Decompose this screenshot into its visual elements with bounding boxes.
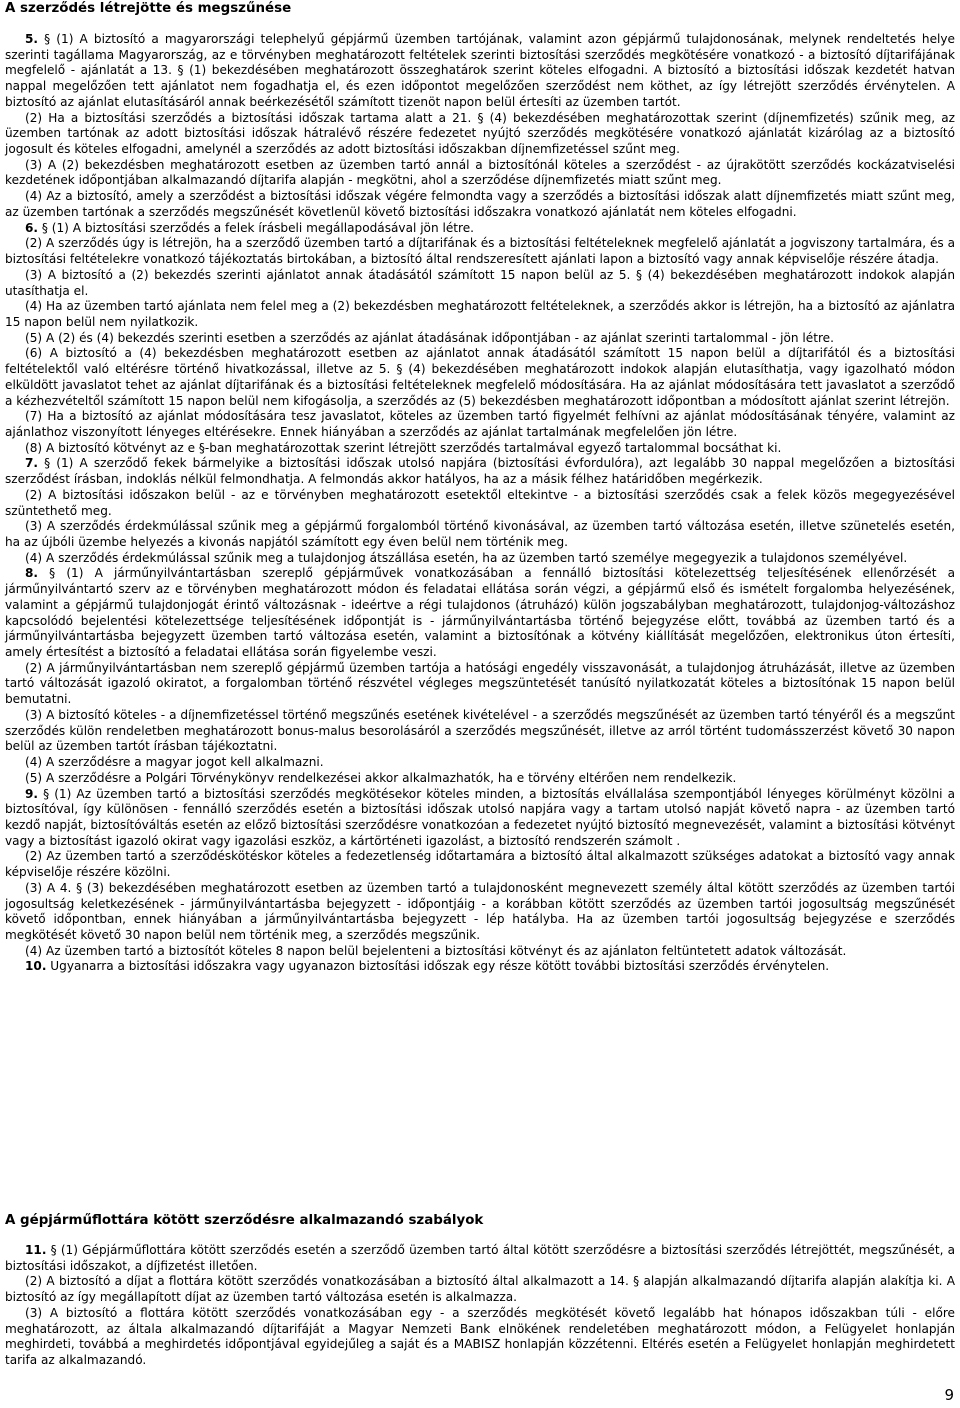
paragraph bbox=[5, 551, 955, 567]
section-number: 11. bbox=[25, 1243, 47, 1257]
paragraph-text: (3) A (2) bekezdésben meghatározott esetben az üzemben tartó annál a biztosítónál köteles a szerződést - az újrakötött szerződés kockázatviselési kezdetének időpontjában alkalmazandó díjtarifa alapján - megkötni, ahol a szerződése díjnemfizetés miatt szűnt meg. bbox=[5, 157, 955, 188]
paragraph-text: § (1) A járműnyilvántartásban szereplő gépjárművek vonatkozásában a fennálló biztosítási kötelezettség teljesítésének ellenőrzését a járműnyilvántartó szerv az e törvényben meghatározott módon és feladatai ellátása során végzi, a gépjármű első és ismételt forgalomba helyezésének, valamint a gépjármű tulajdonjogát érintő változásnak - ideértve a régi tulajdonos (átruházó) külön jogszabályban meghatározott, tulajdonjog-változáshoz kapcsolódó bejelentési kötelezettsége teljesítésének időpontját is - járműnyilvántartásba történő bejegyzése előtt, továbbá az üzemben tartó és a járműnyilvántartásba bejegyzett üzemben tartó változása esetén, valamint a biztosítónak a kötvény kiállítását megelőzően, elektronikus úton értesíti, amely értesítést a biztosító a feladatai ellátása során figyelembe veszi. bbox=[5, 566, 955, 660]
paragraph-text: (3) A biztosító köteles - a díjnemfizetéssel történő megszűnés esetének kivételével - a szerződés megszűnését az üzemben tartó tényéről és a megszűnt szerződés külön rendeletben meghatározott bonus-malus besorolásáról a szerződés megszűnését, illetve az arról történt tudomásszerzést követő 30 napon belül az üzemben tartót írásban tájékoztatni. bbox=[5, 707, 955, 754]
section-number: 8. bbox=[25, 566, 39, 581]
paragraph bbox=[5, 661, 955, 708]
paragraph-text: § (1) A szerződő fekek bármelyike a biztosítási időszak utolsó napjára (biztosítási évfordulóra), azt legalább 30 nappal megelőzően a biztosítási szerződést írásban, indoklás nélkül felmondhatja. A felmondás akkor hatályos, ha az a másik félhez határidőben megérkezik. bbox=[5, 456, 955, 487]
paragraph bbox=[5, 755, 955, 771]
paragraph bbox=[5, 771, 955, 787]
section-number: 6. bbox=[25, 220, 39, 235]
paragraph-text: (2) Ha a biztosítási szerződés a biztosítási időszak tartama alatt a 21. § (4) bekezdésében meghatározottak szerint (díjnemfizetés) szűnik meg, az üzemben tartónak az adott biztosítási időszak hátralévő részére fedezetet nyújtó szerződés megkötésére vonatkozó ajánlatát kizárólag az a biztosító jogosult és köteles elfogadni, amelynél a szerződés az adott biztosítási időszakban díjnemfizetéssel szűnt meg. bbox=[5, 110, 955, 157]
paragraph bbox=[5, 456, 955, 487]
paragraph bbox=[5, 268, 955, 299]
paragraph bbox=[5, 488, 955, 519]
section-heading-fleet-rules: A gépjárműflottára kötött szerződésre alkalmazandó szabályok bbox=[5, 1213, 484, 1228]
paragraph-text: (4) A szerződésre a magyar jogot kell alkalmazni. bbox=[25, 755, 324, 770]
paragraph bbox=[5, 409, 955, 440]
paragraph-text: § (1) A biztosítási szerződés a felek írásbeli megállapodásával jön létre. bbox=[41, 220, 474, 235]
paragraph bbox=[5, 189, 955, 220]
section-number: 9. bbox=[25, 786, 39, 801]
paragraph bbox=[5, 1243, 955, 1274]
paragraph-text: (4) Az üzemben tartó a biztosítót köteles 8 napon belül bejelenteni a biztosítási kötvényt és az ajánlaton feltüntetett adatok változását. bbox=[25, 943, 847, 958]
section-number: 10. bbox=[25, 959, 47, 974]
paragraph-text: Ugyanarra a biztosítási időszakra vagy ugyanazon biztosítási időszak egy része kötött további biztosítási szerződés érvénytelen. bbox=[50, 959, 830, 974]
paragraph bbox=[5, 959, 955, 975]
paragraph-text: (7) Ha a biztosító az ajánlat módosítására tesz javaslatot, köteles az üzemben tartó figyelmét felhívni az ajánlat módosításának tényére, valamint az ajánlathoz viszonyított lényeges eltérésekre. Ennek hiányában a szerződés az ajánlat tartalmának megfelelően jön létre. bbox=[5, 409, 955, 439]
paragraph-text: (4) A szerződés érdekmúlással szűnik meg a tulajdonjog átszállása esetén, ha az üzemben tartó személye megegyezik a tulajdonos személyével. bbox=[25, 550, 908, 565]
paragraph-text: (5) A (2) és (4) bekezdés szerinti esetben a szerződés az ajánlat átadásának időpontjában - az ajánlat szerinti tartalommal - jön létre. bbox=[25, 330, 834, 345]
paragraph-text: (3) A biztosító a (2) bekezdés szerinti ajánlatot annak átadásától számított 15 napon belül az 5. § (4) bekezdésében meghatározott indokok alapján utasíthatja el. bbox=[5, 267, 955, 298]
paragraph bbox=[5, 944, 955, 960]
paragraph bbox=[5, 236, 955, 267]
paragraph-text: (8) A biztosító kötvényt az e §-ban meghatározottak szerint létrejött szerződés tartalmával egyező tartalommal bocsáthat ki. bbox=[25, 440, 782, 455]
paragraph-text: (5) A szerződésre a Polgári Törvénykönyv rendelkezései akkor alkalmazhatók, ha e törvény eltérően nem rendelkezik. bbox=[25, 770, 737, 785]
paragraph-text: (4) Az a biztosító, amely a szerződést a biztosítási időszak végére felmondta vagy a szerződés a biztosítási időszak alatt díjnemfizetés miatt szűnt meg, az üzemben tartónak a szerződés megszűnését követlenül követő biztosítási időszakra vonatkozó ajánlatát nem köteles elfogadni. bbox=[5, 189, 955, 219]
paragraph-text: (2) A biztosítási időszakon belül - az e törvényben meghatározott esetektől eltekintve - a biztosítási szerződés csak a felek közös megegyezésével szüntethető meg. bbox=[5, 487, 955, 518]
paragraph-text: (2) A szerződés úgy is létrejön, ha a szerződő üzemben tartó a díjtarifának és a biztosítási feltételeknek megfelelő ajánlatát a jogviszony tartalmára, és a biztosítási feltételekre vonatkozó tájékoztatás birtokában, a biztosító által rendszeresített ajánlati lapon a biztosító vagy annak képviselője részére átadja. bbox=[5, 236, 955, 267]
paragraph-text: (3) A szerződés érdekmúlással szűnik meg a gépjármű forgalomból történő kivonásával, az üzemben tartó változása esetén, illetve szünetelés esetén, ha az újbóli üzembe helyezés a kivonás napjától számított egy éven belül nem történik meg. bbox=[5, 519, 955, 549]
paragraph-text: § (1) A biztosító a magyarországi telephelyű gépjármű üzemben tartójának, valamint azon gépjármű tulajdonosának, melynek rendeltetés helye szerinti tagállama Magyarország, az e törvényben meghatározott feltételek szerinti biztosítási szerződés megkötésére vonatkozó - a biztosító díjtarifájának megfelelő - ajánlatát a 13. § (1) bekezdésében meghatározott összeghatárok szerint köteles elfogadni. A biztosító a biztosítási időszak kezdetét hatvan nappal megelőzően tett ajánlatot nem fogadhatja el, és ezen időpontot megelőzően szerződést nem köthet, az így létrejött szerződés érvénytelen. A biztosító az ajánlat elutasításáról annak beérkezésétől számított tizenöt napon belül értesíti az üzemben tartót. bbox=[5, 32, 955, 109]
paragraph bbox=[5, 441, 955, 457]
paragraph-text: (3) A 4. § (3) bekezdésében meghatározott esetben az üzemben tartó a tulajdonosként megnevezett személy által kötött szerződés az üzemben tartói jogosultság keletkezésének - járműnyilvántartásba bejegyzett - időpontjáig - a korábban kötött szerződés az üzemben tartói jogosultság megszűnését követő időpontban, ennek hiányában a járműnyilvántartásba bejegyzett - lép hatályba. Ha az üzemben tartói jogosultság bejegyzése e szerződés megkötését követő 30 napon belül nem történik meg, a szerződés megszűnik. bbox=[5, 880, 955, 942]
section-body-contract-formation bbox=[5, 32, 955, 975]
section-body-fleet-rules bbox=[5, 1243, 955, 1369]
paragraph-text: § (1) Az üzemben tartó a biztosítási szerződés megkötésekor köteles minden, a biztosítás elvállalása szempontjából lényeges körülményt közölni a biztosítóval, így különösen - fennálló szerződés esetén a biztosítási időszak utolsó napjára vagy a tartam utolsó napját követő napra - az üzemben tartó kezdő napját, biztosítóváltás esetén az előző biztosítási szerződésre vonatkozóan a fedezetet nyújtó biztosító megnevezését, valamint a biztosítási kötvényt vagy a biztosítást igazoló okirat vagy igazolási eszköz, a kártörténeti igazolást, a biztosító rendszerén számolt . bbox=[5, 786, 955, 848]
page-number: 9 bbox=[944, 1386, 954, 1404]
paragraph bbox=[5, 221, 955, 237]
paragraph bbox=[5, 519, 955, 550]
paragraph bbox=[5, 299, 955, 330]
paragraph-text: (4) Ha az üzemben tartó ajánlata nem felel meg a (2) bekezdésben meghatározott feltételeknek, a szerződés akkor is létrejön, ha a biztosító az ajánlatra 15 napon belül nem nyilatkozik. bbox=[5, 299, 955, 329]
paragraph bbox=[5, 787, 955, 850]
paragraph bbox=[5, 708, 955, 755]
paragraph bbox=[5, 158, 955, 189]
paragraph-text: (6) A biztosító a (4) bekezdésben meghatározott esetben az ajánlatot annak átadásától számított 15 napon belül a díjtarifától és a biztosítási feltételektől való eltérésre történő hivatkozással, illetve az 5. § (4) bekezdésében meghatározott indokok alapján elutasíthatja, vagy igazolható módon elküldött javaslatot tehet az ajánlat díjtarifának és a biztosítási feltételeknek megfelelő módosítására. Ha az ajánlat módosítására tett javaslatot a szerződő a kézhezvételtől számított 15 napon belül nem kifogásolja, a szerződés az (5) bekezdésben meghatározott időpontban a módosított ajánlat szerint létrejön. bbox=[5, 346, 955, 408]
paragraph bbox=[5, 1274, 955, 1305]
section-number: 5. bbox=[25, 32, 39, 46]
section-heading-contract-formation: A szerződés létrejötte és megszűnése bbox=[5, 1, 292, 16]
paragraph bbox=[5, 331, 955, 347]
paragraph bbox=[5, 1306, 955, 1369]
paragraph bbox=[5, 881, 955, 944]
paragraph bbox=[5, 32, 955, 111]
paragraph bbox=[5, 849, 955, 880]
paragraph-text: (2) A biztosító a díjat a flottára kötött szerződés vonatkozásában a biztosító által alkalmazott a 14. § alapján alkalmazandó díjtarifa alapján alakítja ki. A biztosító az így megállapított díjat az üzemben tartó változása esetén is alkalmazza. bbox=[5, 1274, 955, 1305]
paragraph-text: (2) Az üzemben tartó a szerződéskötéskor köteles a fedezetlenség időtartamára a biztosító által alkalmazott szükséges adatokat a biztosító vagy annak képviselője részére közölni. bbox=[5, 849, 955, 880]
paragraph bbox=[5, 566, 955, 660]
paragraph bbox=[5, 346, 955, 409]
paragraph-text: (2) A járműnyilvántartásban nem szereplő gépjármű üzemben tartója a hatósági engedély visszavonását, a tulajdonjog átruházását, illetve az üzemben tartó változását igazoló okiratot, a forgalomban történő részvétel végleges megszüntetését tanúsító nyilatkozatát köteles a biztosítónak 15 napon belül bemutatni. bbox=[5, 660, 955, 707]
paragraph-text: § (1) Gépjárműflottára kötött szerződés esetén a szerződő üzemben tartó által kötött szerződésre a biztosítási szerződés létrejöttét, megszűnését, a biztosítási időszakot, a díjfizetést illetően. bbox=[5, 1243, 955, 1273]
paragraph-text: (3) A biztosító a flottára kötött szerződés vonatkozásában egy - a szerződés megkötését követő legalább hat hónapos időszakban túli - előre meghatározott, az általa alkalmazandó díjtarifáját a Magyar Nemzeti Bank elnökének rendeletében meghatározott módon, a Felügyelet honlapján meghirdeti, továbbá a meghirdetés időpontjával egyidejűleg a saját és a MABISZ honlapján közzétenni. Eltérés esetén a Felügyelet honlapján meghirdetett tarifa az alkalmazandó. bbox=[5, 1305, 955, 1368]
paragraph bbox=[5, 111, 955, 158]
section-number: 7. bbox=[25, 456, 39, 471]
